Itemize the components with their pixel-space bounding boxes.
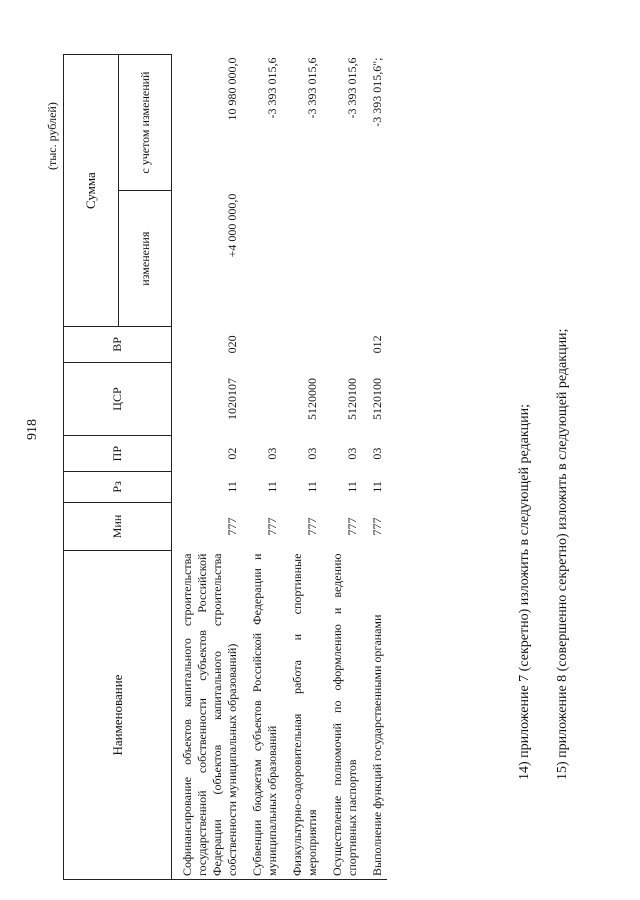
row-with-changes: -3 393 015,6 bbox=[265, 57, 279, 119]
row-with-changes: -3 393 015,6 bbox=[305, 57, 319, 119]
table-row bbox=[282, 55, 322, 880]
row-min: 777 bbox=[265, 517, 279, 536]
header-csr: ЦСР bbox=[64, 362, 172, 436]
header-name: Наименование bbox=[64, 551, 172, 880]
row-changes bbox=[282, 191, 322, 327]
row-csr bbox=[242, 362, 282, 436]
row-name: Софинансирование объектов капитального строительства государственной собственности субъектов Российской Федерации (объектов капитального строительства собственности муниципальных образований) bbox=[172, 551, 243, 880]
header-rz: Рз bbox=[64, 471, 172, 502]
header-pr: ПР bbox=[64, 436, 172, 471]
row-name: Физкультурно-оздоровительная работа и спортивные мероприятия bbox=[282, 551, 322, 880]
row-changes bbox=[362, 191, 387, 327]
row-pr: 03 bbox=[345, 447, 359, 460]
row-csr: 5120000 bbox=[305, 378, 319, 421]
row-vr: 020 bbox=[225, 335, 239, 354]
units-label: (тыс. рублей) bbox=[45, 102, 59, 170]
row-with-changes: 10 980 000,0 bbox=[225, 57, 239, 121]
row-csr: 5120100 bbox=[370, 378, 384, 421]
table-header-row bbox=[64, 55, 119, 880]
header-sum: Сумма bbox=[64, 55, 119, 327]
row-pr: 03 bbox=[305, 447, 319, 460]
row-name: Субвенции бюджетам субъектов Российской Федерации и муниципальных образований bbox=[242, 551, 282, 880]
table-row bbox=[242, 55, 282, 880]
row-rz: 11 bbox=[305, 481, 319, 493]
row-min: 777 bbox=[305, 517, 319, 536]
budget-table bbox=[63, 54, 387, 880]
table-row bbox=[362, 55, 387, 880]
header-with-changes: с учетом изменений bbox=[119, 55, 172, 191]
row-csr: 5120100 bbox=[345, 378, 359, 421]
header-min: Мин bbox=[64, 502, 172, 550]
header-vr: ВР bbox=[64, 327, 172, 362]
row-rz: 11 bbox=[345, 481, 359, 493]
rotated-document-page bbox=[25, 20, 625, 880]
row-with-changes: -3 393 015,6"; bbox=[370, 57, 384, 127]
row-with-changes: -3 393 015,6 bbox=[345, 57, 359, 119]
row-min: 777 bbox=[345, 517, 359, 536]
header-changes: изменения bbox=[119, 191, 172, 327]
row-min: 777 bbox=[225, 517, 239, 536]
amendment-note-15: 15) приложение 8 (совершенно секретно) изложить в следующей редакции; bbox=[555, 328, 570, 780]
row-pr: 03 bbox=[370, 447, 384, 460]
row-changes bbox=[242, 191, 282, 327]
page-number: 918 bbox=[25, 419, 40, 440]
row-changes: +4 000 000,0 bbox=[225, 193, 239, 258]
row-vr bbox=[282, 327, 322, 362]
row-pr: 03 bbox=[265, 447, 279, 460]
row-vr bbox=[322, 327, 362, 362]
row-csr: 1020107 bbox=[225, 378, 239, 421]
row-name: Осуществление полномочий по оформлению и ведению спортивных паспортов bbox=[322, 551, 362, 880]
row-vr: 012 bbox=[370, 335, 384, 354]
row-changes bbox=[322, 191, 362, 327]
row-name: Выполнение функций государственными органами bbox=[362, 551, 387, 880]
row-rz: 11 bbox=[370, 481, 384, 493]
table-row bbox=[322, 55, 362, 880]
row-vr bbox=[242, 327, 282, 362]
table-row bbox=[172, 55, 243, 880]
row-rz: 11 bbox=[265, 481, 279, 493]
amendment-note-14: 14) приложение 7 (секретно) изложить в следующей редакции; bbox=[517, 403, 532, 780]
row-rz: 11 bbox=[225, 481, 239, 493]
row-pr: 02 bbox=[225, 447, 239, 460]
row-min: 777 bbox=[370, 517, 384, 536]
